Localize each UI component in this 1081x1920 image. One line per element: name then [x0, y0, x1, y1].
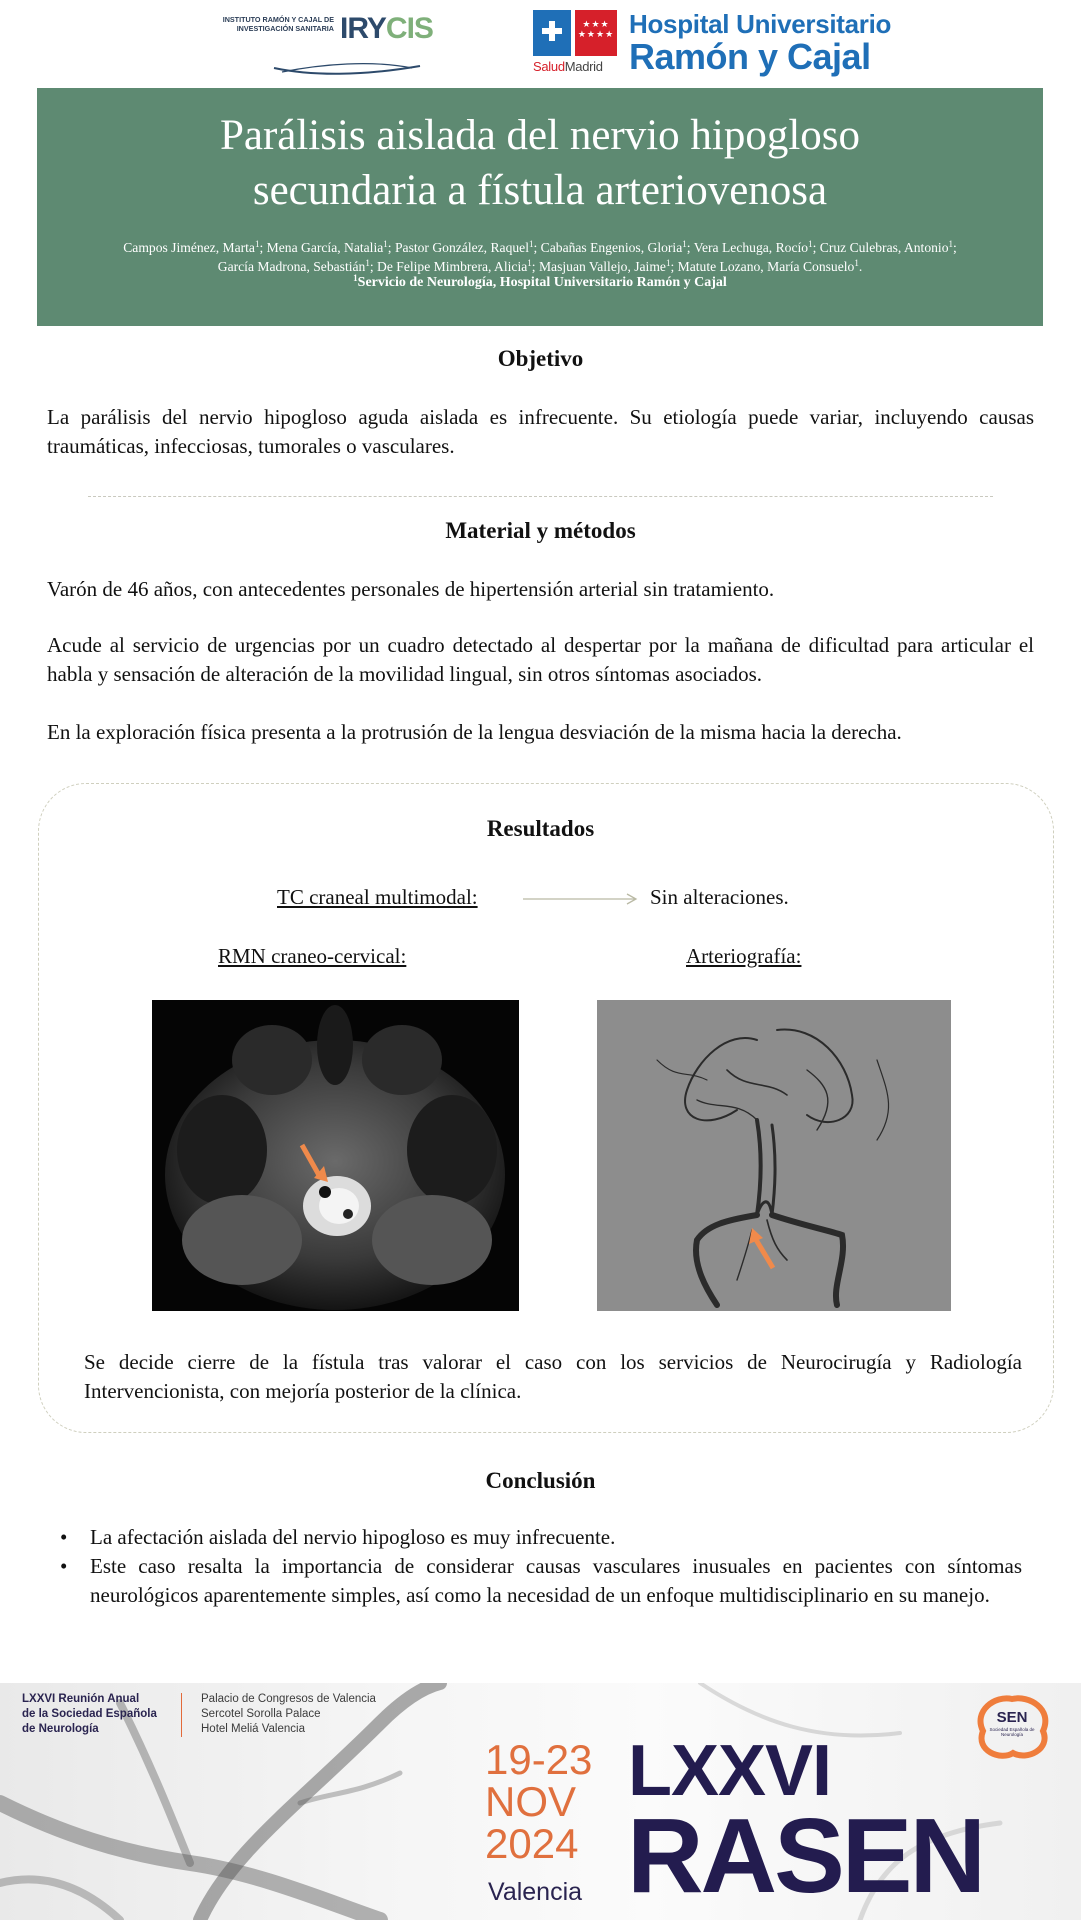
stars-icon: ★★★ ★★★★: [575, 10, 617, 56]
tc-label: TC craneal multimodal:: [277, 885, 478, 909]
author-affiliation-sup: 1: [665, 258, 671, 268]
salud-madrid-text: SaludMadrid: [533, 59, 603, 74]
author-name: Masjuan Vallejo, Jaime: [538, 259, 666, 274]
meeting-venues: Palacio de Congresos de Valencia Sercotel Sorolla Palace Hotel Meliá Valencia: [201, 1693, 376, 1735]
author-name: Pastor González, Raquel: [394, 240, 529, 255]
event-name: RASEN: [627, 1797, 984, 1915]
tc-result: Sin alteraciones.: [650, 885, 789, 909]
author-list: [43, 238, 1037, 276]
author-affiliation-sup: 1: [254, 239, 260, 249]
author-line-1: [43, 238, 1037, 257]
irycis-mark-ir: IR: [340, 12, 367, 45]
resultados-text: Se decide cierre de la fístula tras valorar el caso con los servicios de Neurocirugía y Radiología Intervencionista, con mejoría posterior de la clínica.: [84, 1350, 1022, 1403]
logo-bar: [0, 0, 1081, 86]
rmn-label: RMN craneo-cervical:: [218, 944, 407, 968]
hospital-logo: [533, 8, 913, 78]
metodos-paragraph-2: Acude al servicio de urgencias por un cuadro detectado al despertar por la mañana de dificultad para articular el habla y sensación de alteración de la movilidad lingual, sin otros síntomas asociados.: [47, 633, 1034, 686]
author-line-2: [43, 257, 1037, 276]
author-separator: ;: [953, 240, 957, 255]
sen-logo: SEN Sociedad Española de Neurología: [965, 1691, 1059, 1769]
irycis-mark-y: Y: [366, 12, 386, 45]
title-band: [37, 88, 1043, 326]
section-title-resultados: Resultados: [486, 816, 595, 841]
author-affiliation-sup: 1: [682, 239, 687, 249]
author-separator: ;: [812, 240, 820, 255]
meeting-date: 19-23 NOV 2024: [485, 1736, 593, 1867]
author-separator: ;: [686, 240, 694, 255]
hospital-name-line1: Hospital Universitario: [629, 9, 892, 39]
conclusion-item-2: Este caso resalta la importancia de considerar causas vasculares inusuales en pacientes con síntomas neurológicos aparentemente simples, así como la necesidad de un enfoque multidisciplinario en su manejo.: [90, 1554, 1022, 1607]
hospital-name-line2: Ramón y Cajal: [629, 36, 871, 77]
arrow-right-icon: [523, 893, 639, 905]
hospital-name: [629, 10, 891, 76]
irycis-logo: [222, 12, 447, 76]
author-affiliation-sup: 1: [527, 258, 532, 268]
author-name: Mena García, Natalia: [266, 240, 384, 255]
list-item: [60, 1523, 1022, 1552]
arteriografia-label: Arteriografía:: [686, 944, 802, 968]
section-title-conclusion: Conclusión: [485, 1468, 596, 1493]
author-affiliation-sup: 1: [948, 239, 953, 249]
author-separator: ;: [369, 259, 378, 274]
irycis-institute-text: INSTITUTO RAMÓN Y CAJAL DE INVESTIGACIÓN SANITARIA: [222, 15, 334, 33]
author-name: Vera Lechuga, Rocío: [693, 240, 809, 255]
poster-title: [37, 108, 1043, 218]
congress-banner: [0, 1683, 1081, 1920]
irycis-mark-cis: CIS: [385, 12, 433, 45]
metodos-paragraph-1: Varón de 46 años, con antecedentes personales de hipertensión arterial sin tratamiento.: [47, 577, 775, 601]
section-title-metodos: Material y métodos: [445, 518, 636, 543]
author-separator: ;: [387, 240, 395, 255]
meeting-city: Valencia: [488, 1878, 583, 1906]
author-separator: .: [858, 259, 863, 274]
author-name: Matute Lozano, María Consuelo: [677, 259, 855, 274]
list-item: [60, 1552, 1022, 1610]
objetivo-text: La parálisis del nervio hipogloso aguda aislada es infrecuente. Su etiología puede variar, incluyendo causas traumáticas, infecciosas, tumorales o vasculares.: [47, 405, 1034, 458]
salud-madrid-flag: [533, 10, 617, 56]
angiography-image: [597, 1000, 951, 1311]
conclusion-item-1: La afectación aislada del nervio hipogloso es muy infrecuente.: [90, 1525, 616, 1549]
author-separator: ;: [670, 259, 678, 274]
author-separator: ;: [259, 240, 267, 255]
author-name: De Felipe Mimbrera, Alicia: [377, 259, 528, 274]
author-affiliation-sup: 1: [808, 239, 813, 249]
affiliation: [37, 275, 1043, 291]
poster-title-line1: Parálisis aislada del nervio hipogloso: [219, 112, 861, 159]
footer-separator: [181, 1693, 182, 1737]
mri-image: [152, 1000, 519, 1311]
author-affiliation-sup: 1: [383, 239, 388, 249]
author-name: Cabañas Engenios, Gloria: [540, 240, 683, 255]
cross-icon: [542, 21, 562, 41]
bullet-icon: •: [60, 1554, 68, 1578]
author-name: Campos Jiménez, Marta: [123, 240, 255, 255]
author-affiliation-sup: 1: [528, 239, 534, 249]
author-name: García Madrona, Sebastián: [217, 259, 366, 274]
conclusion-list: [60, 1523, 1022, 1610]
author-name: Cruz Culebras, Antonio: [819, 240, 949, 255]
bullet-icon: •: [60, 1525, 68, 1549]
metodos-paragraph-3: En la exploración física presenta a la protrusión de la lengua desviación de la misma hacia la derecha.: [47, 720, 902, 744]
meeting-name: LXXVI Reunión Anual de la Sociedad Española de Neurología: [22, 1693, 157, 1735]
section-title-objetivo: Objetivo: [497, 346, 584, 371]
section-divider: [88, 496, 993, 497]
author-separator: ;: [531, 259, 539, 274]
affiliation-sup: 1: [353, 273, 358, 283]
irycis-wordmark: [340, 12, 433, 46]
author-separator: ;: [533, 240, 541, 255]
affiliation-text: Servicio de Neurología, Hospital Universitario Ramón y Cajal: [357, 275, 727, 290]
irycis-swoosh-icon: [272, 54, 422, 76]
author-affiliation-sup: 1: [854, 258, 859, 268]
edition-number: LXXVI: [628, 1731, 832, 1811]
poster-title-line2: secundaria a fístula arteriovenosa: [252, 167, 828, 214]
author-affiliation-sup: 1: [365, 258, 370, 268]
